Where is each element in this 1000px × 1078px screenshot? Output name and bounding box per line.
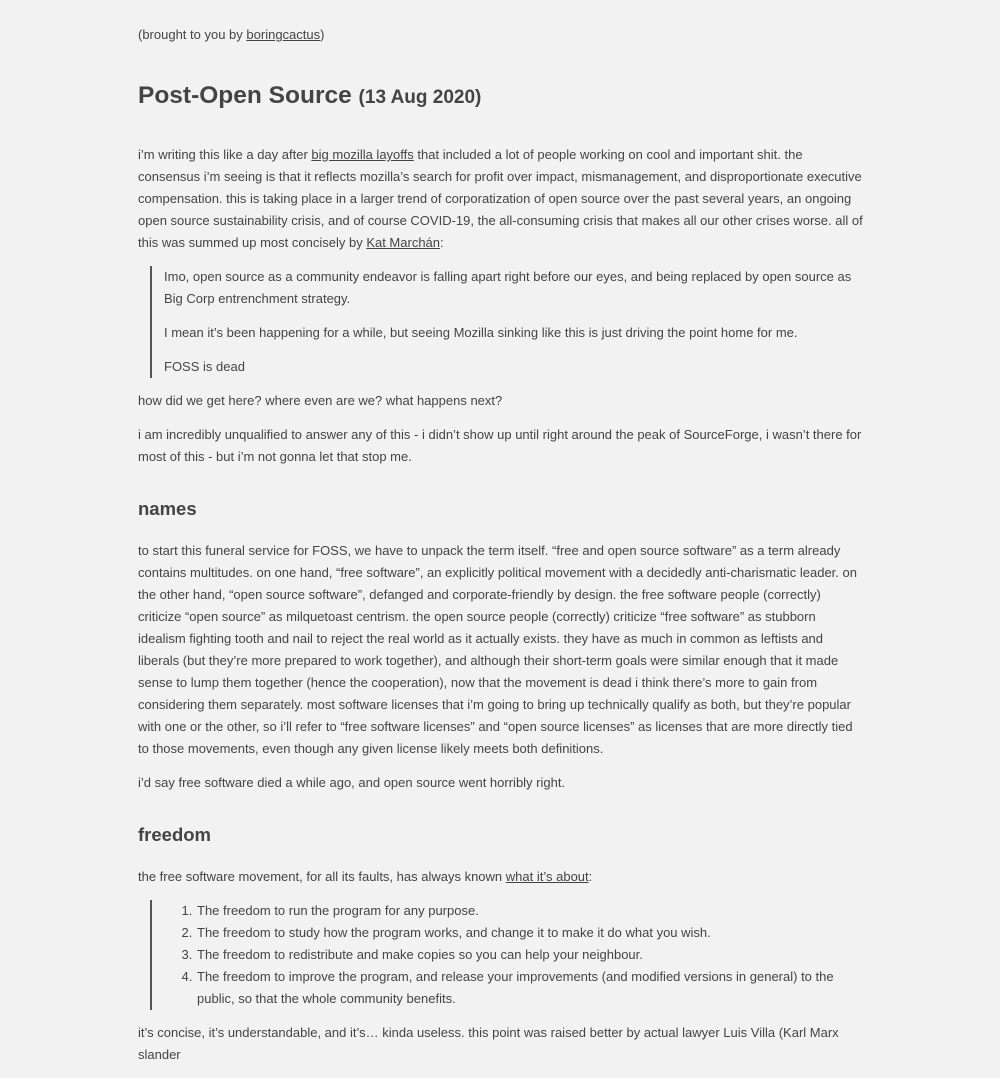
author-link[interactable]: boringcactus <box>246 27 321 42</box>
intro-paragraph <box>138 144 864 254</box>
title-date: (13 Aug 2020) <box>358 87 482 108</box>
byline-suffix: ) <box>320 27 325 42</box>
list-item: 1. The freedom to run the program for any purpose. <box>196 900 864 922</box>
mozilla-layoffs-link[interactable]: big mozilla layoffs <box>311 147 414 162</box>
kat-quote <box>150 266 864 378</box>
unqualified-paragraph: i am incredibly unqualified to answer any of this - i didn’t show up until right around the peak of SourceForge, i wasn’t there for most of this - but i’m not gonna let that stop me. <box>138 427 862 464</box>
page-title <box>138 81 864 113</box>
names-paragraph: to start this funeral service for FOSS, we have to unpack the term itself. “free and open source software” as a term already contains multitudes. on one hand, “free software”, an explicitly political movement with a decidedly anti-charismatic leader. on the other hand, “open source software”, defanged and corporate-friendly by design. the free software people (correctly) criticize “open source” as milquetoast centrism. the open source people (correctly) criticize “free software” as stubborn idealism fighting tooth and nail to reject the real world as it actually exists. they have as much in common as leftists and liberals (but they’re more prepared to work together), and although their short-term goals were similar enough that it made sense to lump them together (hence the cooperation), now that the movement is dead i think there’s more to gain from considering them separately. most software licenses that i’m going to bring up technically qualify as both, but they’re popular with one or the other, so i’ll refer to “free software licenses” and “open source licenses” as licenses that are more directly tied to those movements, even though any given license likely meets both definitions. <box>138 543 857 756</box>
title-main: Post-Open Source <box>138 82 352 109</box>
four-freedoms-list <box>164 900 864 1010</box>
section-heading-freedom: freedom <box>138 824 211 845</box>
list-item: 2. The freedom to study how the program works, and change it to make it do what you wish. <box>196 922 864 944</box>
intro-text-continued: that included a lot of people working on cool and important shit. the consensus i’m seeing is that it reflects mozilla’s search for profit over impact, mismanagement, and disproportionate executive compensation. this is taking place in a larger trend of corporatization of open source over the past several years, an ongoing open source sustainability crisis, and of course COVID-19, the all-consuming crisis that makes all our other crises worse. all of this was summed up most concisely by <box>138 147 863 250</box>
section-heading-names: names <box>138 498 197 519</box>
freedom-text: the free software movement, for all its faults, has always known <box>138 869 506 884</box>
intro-colon: : <box>440 235 444 250</box>
freedom-paragraph <box>138 866 864 888</box>
byline-prefix: (brought to you by <box>138 27 247 42</box>
list-item: 3. The freedom to redistribute and make copies so you can help your neighbour. <box>196 944 864 966</box>
quote-line: I mean it’s been happening for a while, but seeing Mozilla sinking like this is just driving the point home for me. <box>164 325 798 340</box>
what-its-about-link[interactable]: what it’s about <box>505 869 589 884</box>
intro-text: i’m writing this like a day after <box>138 147 312 162</box>
freedom-critique-paragraph: it’s concise, it’s understandable, and it’s… kinda useless. this point was raised better by actual lawyer Luis Villa (Karl Marx slander <box>138 1025 839 1062</box>
article <box>138 24 864 1078</box>
list-item: 4. The freedom to improve the program, and release your improvements (and modified versions in general) to the public, so that the whole community benefits. <box>196 966 864 1010</box>
kat-marchan-link[interactable]: Kat Marchán <box>366 235 441 250</box>
four-freedoms-quote <box>150 900 864 1010</box>
questions-paragraph: how did we get here? where even are we? what happens next? <box>138 393 503 408</box>
names-conclusion: i’d say free software died a while ago, and open source went horribly right. <box>138 775 566 790</box>
quote-line: FOSS is dead <box>164 359 245 374</box>
byline <box>138 24 864 46</box>
freedom-colon: : <box>588 869 593 884</box>
quote-line: Imo, open source as a community endeavor is falling apart right before our eyes, and being replaced by open source as Big Corp entrenchment strategy. <box>164 269 852 306</box>
